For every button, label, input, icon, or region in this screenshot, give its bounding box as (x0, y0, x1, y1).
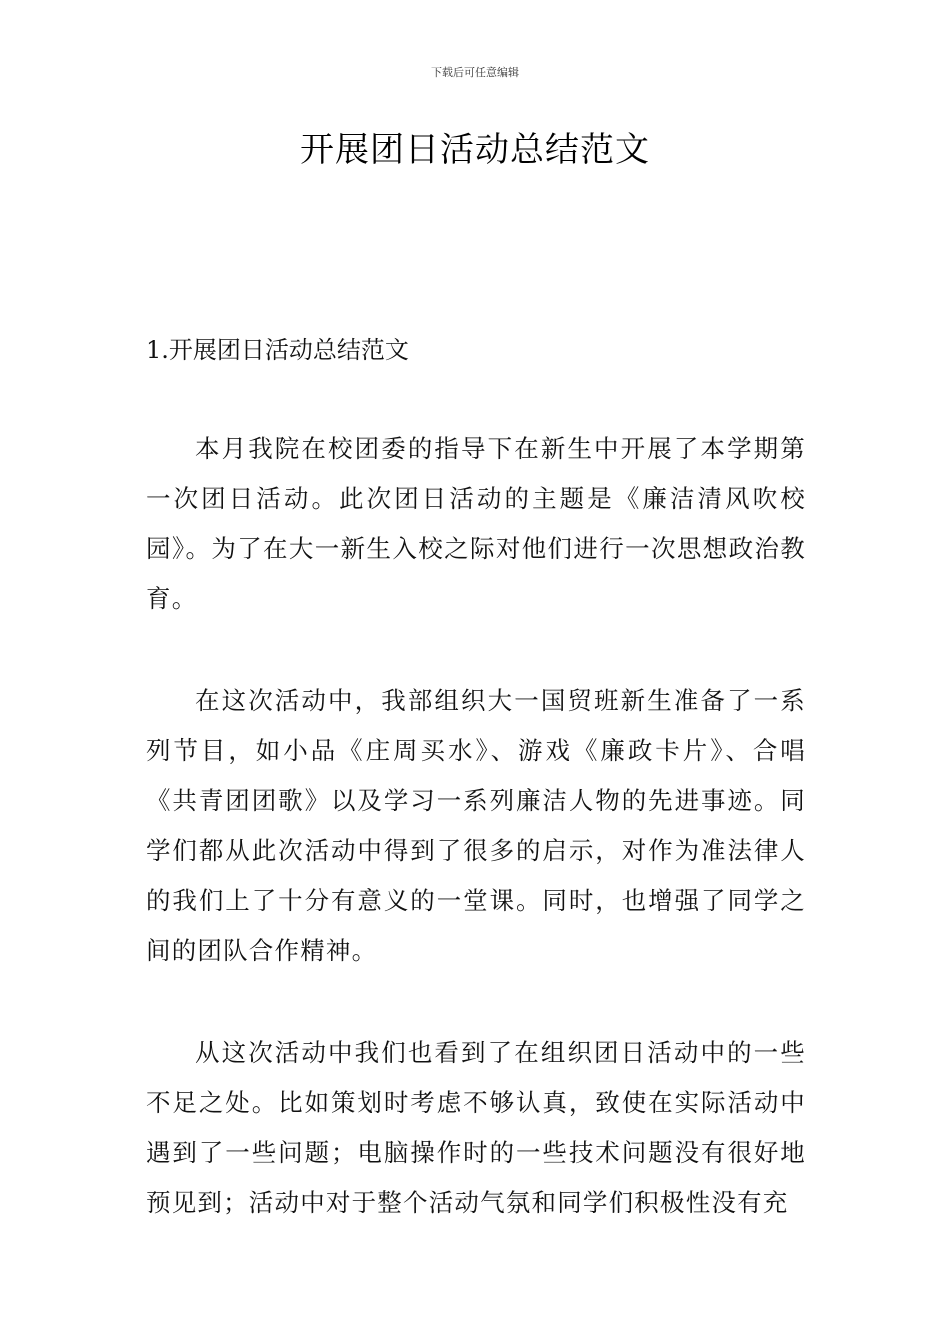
header-note: 下载后可任意编辑 (431, 66, 519, 79)
paragraph-2: 在这次活动中，我部组织大一国贸班新生准备了一系列节目，如小品《庄周买水》、游戏《廉政卡片》、合唱《共青团团歌》以及学习一系列廉洁人物的先进事迹。同学们都从此次活动中得到了很多的启示，对作为准法律人的我们上了十分有意义的一堂课。同时，也增强了同学之间的团队合作精神。 (146, 686, 806, 965)
paragraph-3: 从这次活动中我们也看到了在组织团日活动中的一些不足之处。比如策划时考虑不够认真，致使在实际活动中遇到了一些问题；电脑操作时的一些技术问题没有很好地预见到；活动中对于整个活动气氛和同学们积极性没有充 (146, 1038, 806, 1217)
body-text (146, 424, 806, 1280)
paragraph-1: 本月我院在校团委的指导下在新生中开展了本学期第一次团日活动。此次团日活动的主题是《廉洁清风吹校园》。为了在大一新生入校之际对他们进行一次思想政治教育。 (146, 434, 806, 613)
document-title: 开展团日活动总结范文 (300, 130, 650, 170)
section-heading: 1.开展团日活动总结范文 (146, 336, 409, 364)
